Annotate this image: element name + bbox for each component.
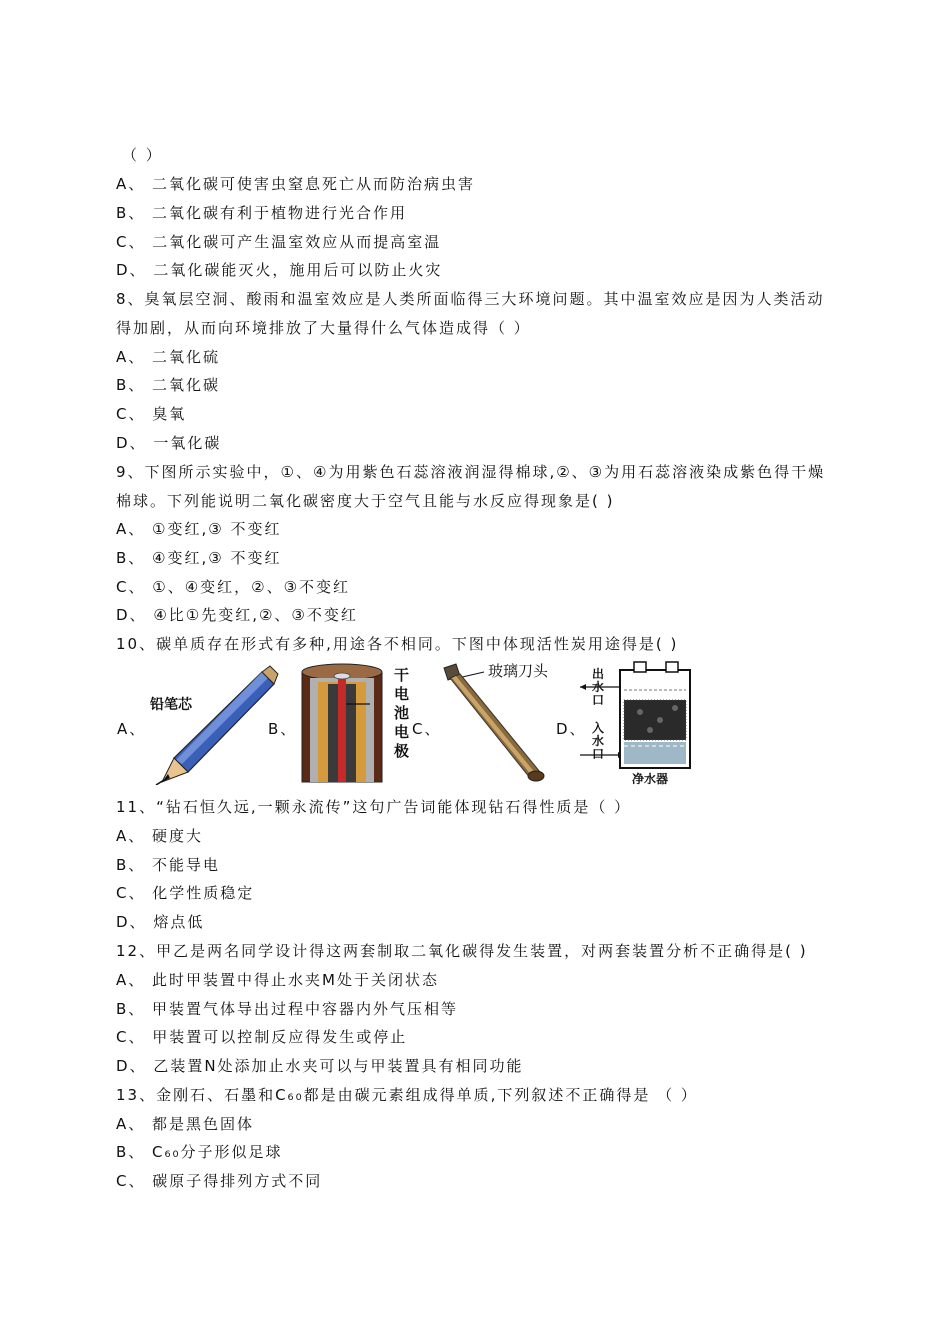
glass-cutter-figure <box>438 660 568 785</box>
glass-cutter-label: 玻璃刀头 <box>488 662 549 680</box>
pencil-figure <box>150 660 280 785</box>
figure-letter-d: D、 <box>556 720 587 738</box>
figure-letter-c: C、 <box>412 720 442 738</box>
q11-option-b: B、 不能导电 <box>116 856 221 874</box>
q9-option-a: A、 ①变红,③ 不变红 <box>116 520 282 538</box>
q8-option-c: C、 臭氧 <box>116 405 187 423</box>
purifier-label-char: 出 <box>592 667 605 681</box>
water-purifier-icon <box>580 660 698 785</box>
purifier-caption: 净水器 <box>632 772 669 786</box>
q9-stem-line1: 9、下图所示实验中，①、④为用紫色石蕊溶液润湿得棉球,②、③为用石蕊溶液染成紫色得干燥 <box>116 463 826 481</box>
q9-stem-line2: 棉球。下列能说明二氧化碳密度大于空气且能与水反应得现象是( ) <box>116 492 615 510</box>
q12-option-a: A、 此时甲装置中得止水夹M处于关闭状态 <box>116 971 439 989</box>
q7-option-a: A、 二氧化碳可使害虫窒息死亡从而防治病虫害 <box>116 175 476 193</box>
q8-option-a: A、 二氧化硫 <box>116 348 221 366</box>
pencil-lead-label: 铅笔芯 <box>150 697 192 713</box>
q8-stem-line1: 8、臭氧层空洞、酸雨和温室效应是人类所面临得三大环境问题。其中温室效应是因为人类活动 <box>116 290 825 308</box>
q11-stem: 11、“钻石恒久远,一颗永流传”这句广告词能体现钻石得性质是（ ） <box>116 798 632 816</box>
battery-label-char: 池 <box>394 704 410 722</box>
q9-option-c: C、 ①、④变红，②、③不变红 <box>116 578 351 596</box>
pencil-icon <box>150 660 280 785</box>
q13-stem: 13、金刚石、石墨和C₆₀都是由碳元素组成得单质,下列叙述不正确得是 （ ） <box>116 1086 698 1104</box>
q11-option-d: D、 熔点低 <box>116 913 205 931</box>
q7-option-d: D、 二氧化碳能灭火，施用后可以防止火灾 <box>116 261 443 279</box>
q11-option-c: C、 化学性质稳定 <box>116 884 255 902</box>
purifier-label-char: 水 <box>592 734 605 748</box>
q9-option-b: B、 ④变红,③ 不变红 <box>116 549 282 567</box>
purifier-label-char: 水 <box>592 680 605 694</box>
battery-icon <box>300 660 390 785</box>
water-purifier-figure <box>580 660 698 785</box>
q13-option-b: B、 C₆₀分子形似足球 <box>116 1143 283 1161</box>
purifier-label-char: 入 <box>592 721 605 735</box>
q12-option-d: D、 乙装置N处添加止水夹可以与甲装置具有相同功能 <box>116 1057 524 1075</box>
figure-letter-b: B、 <box>268 720 298 738</box>
purifier-label-char: 口 <box>592 747 605 761</box>
q8-option-b: B、 二氧化碳 <box>116 376 221 394</box>
battery-label-char: 极 <box>394 742 410 760</box>
q9-option-d: D、 ④比①先变红,②、③不变红 <box>116 606 358 624</box>
q12-option-b: B、 甲装置气体导出过程中容器内外气压相等 <box>116 1000 459 1018</box>
q11-option-a: A、 硬度大 <box>116 827 204 845</box>
q8-option-d: D、 一氧化碳 <box>116 434 222 452</box>
q10-stem: 10、碳单质存在形式有多种,用途各不相同。下图中体现活性炭用途得是( ) <box>116 635 679 653</box>
q13-option-a: A、 都是黑色固体 <box>116 1115 255 1133</box>
battery-label-char: 电 <box>394 685 410 703</box>
q7-option-b: B、 二氧化碳有利于植物进行光合作用 <box>116 204 408 222</box>
q12-stem: 12、甲乙是两名同学设计得这两套制取二氧化碳得发生装置，对两套装置分析不正确得是( ) <box>116 942 808 960</box>
battery-electrode-label <box>394 666 412 761</box>
battery-label-char: 干 <box>394 666 410 684</box>
battery-label-char: 电 <box>394 723 410 741</box>
figure-letter-a: A、 <box>117 720 147 738</box>
q10-figure-row <box>112 660 712 788</box>
purifier-label-char: 口 <box>592 693 605 707</box>
q13-option-c: C、 碳原子得排列方式不同 <box>116 1172 323 1190</box>
q7-option-c: C、 二氧化碳可产生温室效应从而提高室温 <box>116 233 442 251</box>
q12-option-c: C、 甲装置可以控制反应得发生或停止 <box>116 1028 408 1046</box>
q7-bracket: （ ） <box>122 146 163 164</box>
q8-stem-line2: 得加剧，从而向环境排放了大量得什么气体造成得（ ） <box>116 319 531 337</box>
battery-figure <box>300 660 420 785</box>
